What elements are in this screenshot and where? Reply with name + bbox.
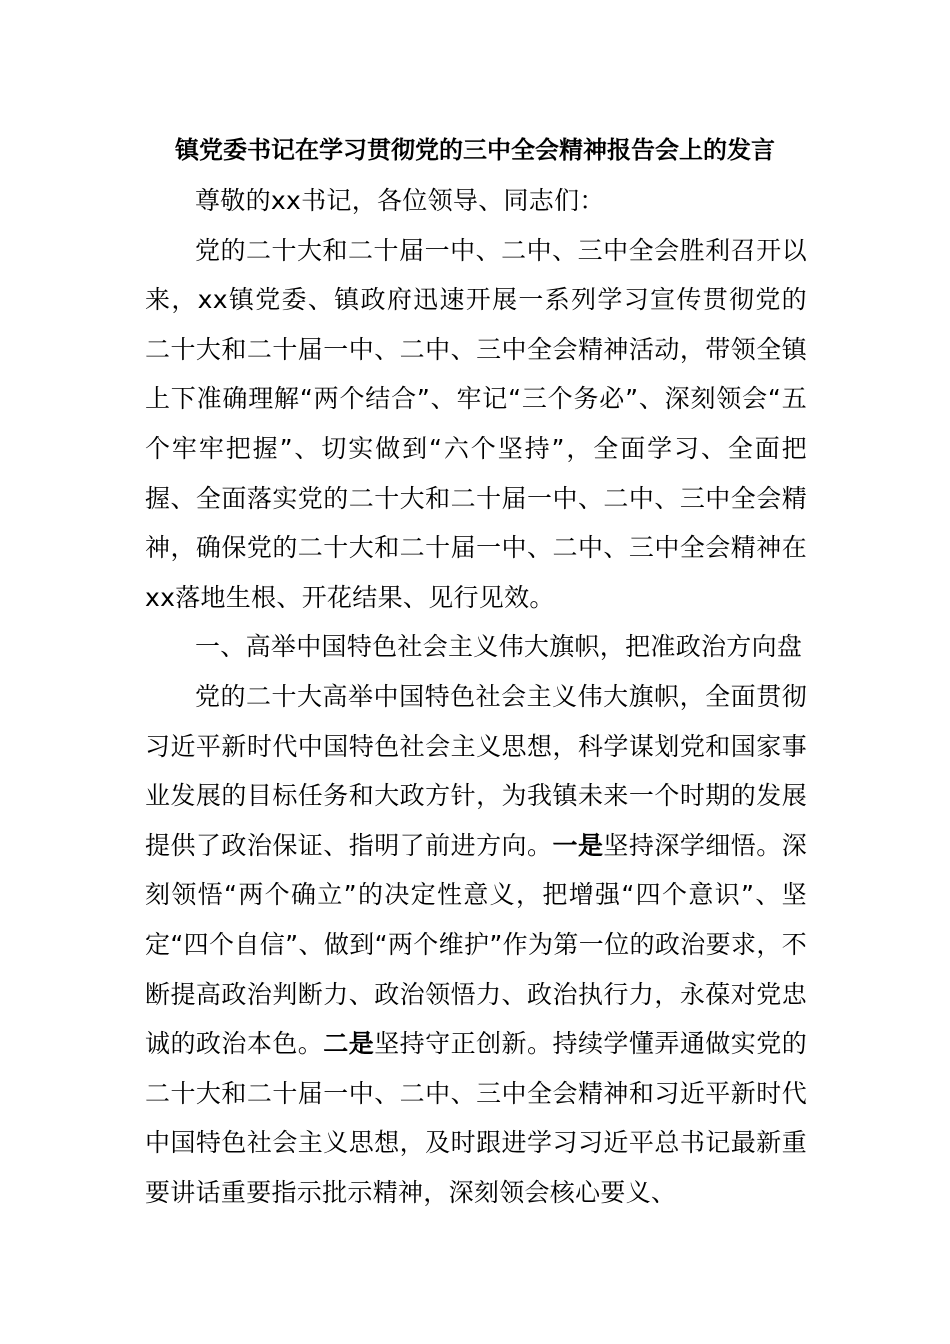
section-heading-1: 一、高举中国特色社会主义伟大旗帜，把准政治方向盘 — [195, 632, 803, 662]
keyword-first: 一是 — [552, 830, 604, 860]
document-title: 镇党委书记在学习贯彻党的三中全会精神报告会上的发言 — [175, 136, 775, 164]
point-1-text: 坚持深学细悟。深刻领悟“两个确立”的决定性意义，把增强“四个意识”、坚定“四个自信”、做到“两个维护”作为第一位的政治要求，不断提高政治判断力、政治领悟力、政治执行力，永葆对党忠诚的政治本色。 — [145, 830, 807, 1059]
section-1-paragraph — [145, 672, 807, 1218]
section-1-lead: 党的二十大高举中国特色社会主义伟大旗帜，全面贯彻习近平新时代中国特色社会主义思想，科学谋划党和国家事业发展的目标任务和大政方针，为我镇未来一个时期的发展提供了政治保证、指明了前进方向。 — [145, 681, 807, 860]
document-body — [145, 176, 807, 1217]
intro-paragraph: 党的二十大和二十届一中、二中、三中全会胜利召开以来，xx镇党委、镇政府迅速开展一系列学习宣传贯彻党的二十大和二十届一中、二中、三中全会精神活动，带领全镇上下准确理解“两个结合”、牢记“三个务必”、深刻领会“五个牢牢把握”、切实做到“六个坚持”，全面学习、全面把握、全面落实党的二十大和二十届一中、二中、三中全会精神，确保党的二十大和二十届一中、二中、三中全会精神在xx落地生根、开花结果、见行见效。 — [145, 235, 807, 612]
salutation: 尊敬的xx书记，各位领导、同志们： — [195, 186, 605, 215]
keyword-second: 二是 — [323, 1029, 375, 1059]
point-2-text: 坚持守正创新。持续学懂弄通做实党的二十大和二十届一中、二中、三中全会精神和习近平新时代中国特色社会主义思想，及时跟进学习习近平总书记最新重要讲话重要指示批示精神，深刻领会核心要义、 — [145, 1029, 807, 1207]
